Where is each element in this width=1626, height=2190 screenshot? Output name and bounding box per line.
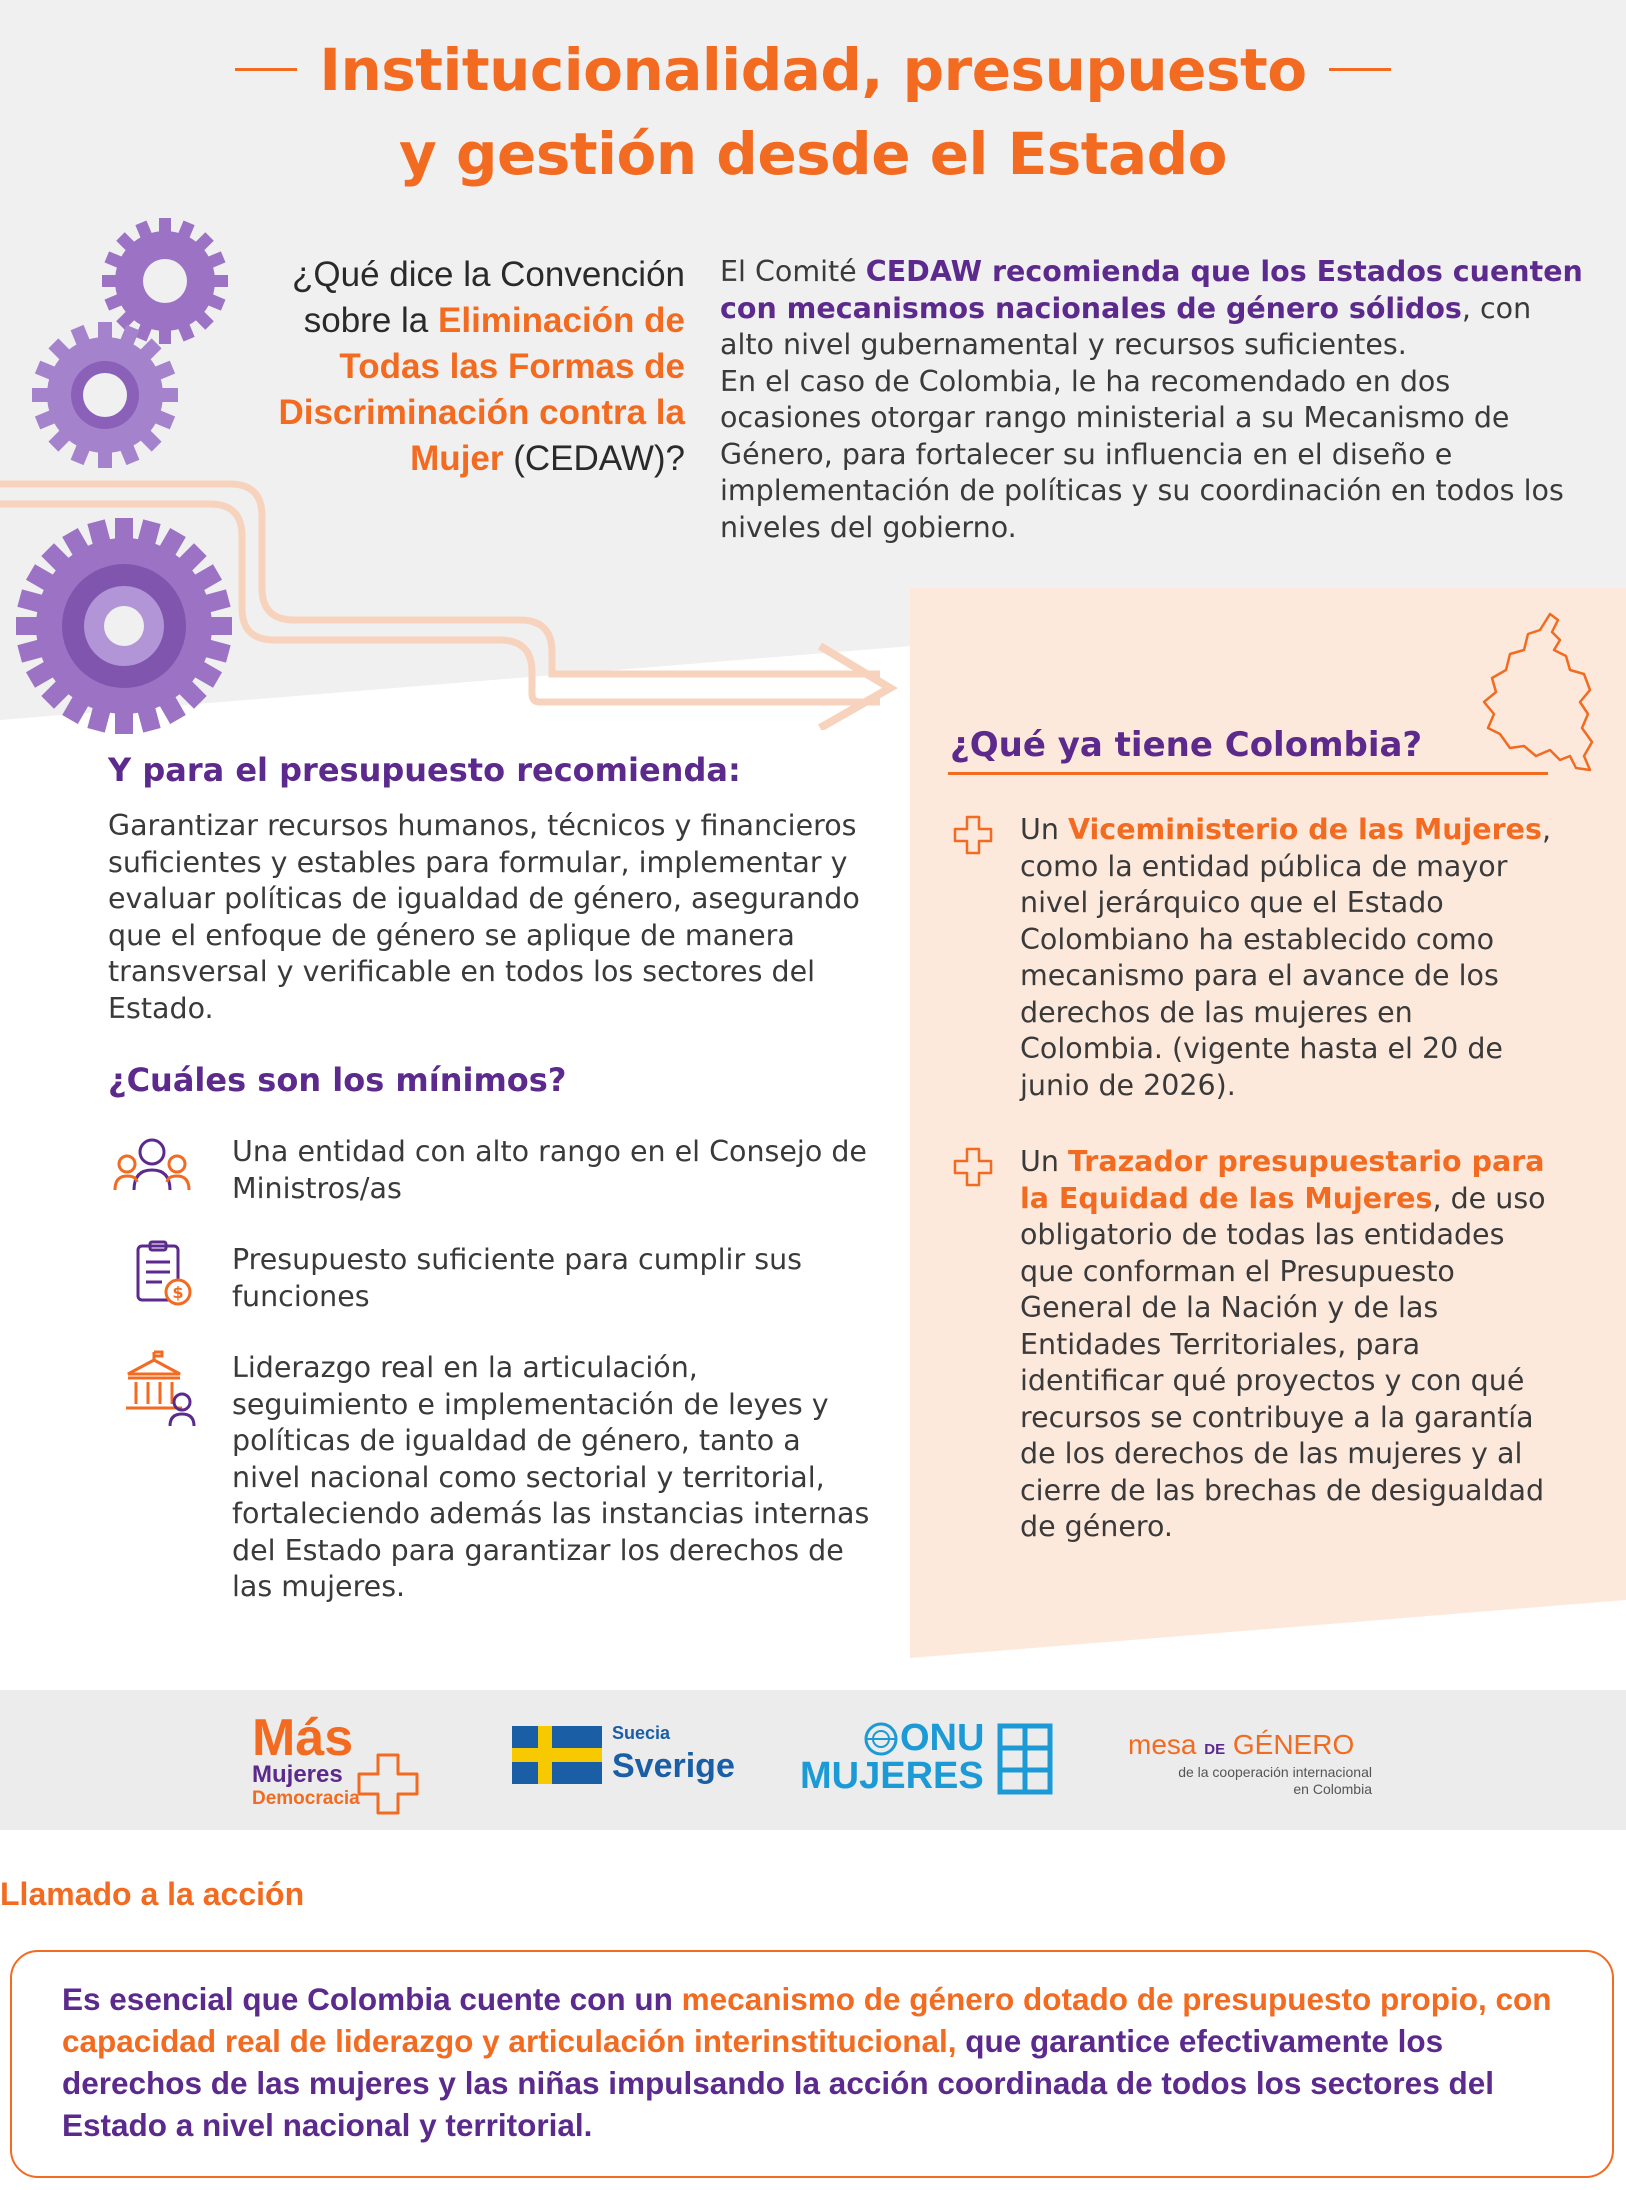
call-to-action-heading: Llamado a la acción [0,1876,305,1912]
title-dash [1329,68,1391,71]
plus-icon [952,1146,994,1188]
colombia-item: Un Viceministerio de las Mujeres, como la entidad pública de mayor nivel jerárquico que el Estado Colombiano ha establecido como mecanismo para el avance de los derechos de las mujeres en Colombia. (vigente hasta el 20 de junio de 2026). [1020,813,1551,1102]
colombia-item: Un Trazador presupuestario para la Equidad de las Mujeres, de uso obligatorio de todas las entidades que conforman el Presupuesto General de la Nación y de las Entidades Territoriales, para identificar qué proyectos y con qué recursos se contribuye a la garantía de los derechos de las mujeres y al cierre de las brechas de desigualdad de género. [1020,1145,1546,1543]
colombia-heading: ¿Qué ya tiene Colombia? [950,725,1423,765]
plus-icon [356,1752,420,1816]
un-emblem-icon [864,1722,898,1756]
cedaw-answer: El Comité CEDAW recomienda que los Estados cuenten con mecanismos nacionales de género sólidos, con alto nivel gubernamental y recursos suficientes. En el caso de Colombia, le ha recomendado en dos ocasiones otorgar rango ministerial a su Mecanismo de Género, para fortalecer su influencia en el diseño e implementación de políticas y su coordinación en todos los niveles del gobierno. [720,255,1583,544]
panel-bottom-diagonal [0,1600,1626,1690]
plus-icon [952,814,994,856]
budget-clipboard-icon [122,1236,202,1316]
budget-heading: Y para el presupuesto recomienda: [108,751,741,789]
people-icon [112,1130,192,1210]
government-building-icon [122,1350,202,1430]
gear-icon [30,320,180,470]
un-women-symbol-icon [996,1722,1054,1796]
sweden-flag-icon [512,1726,602,1784]
minimum-item: Presupuesto suficiente para cumplir sus funciones [232,1243,802,1313]
minimum-item: Liderazgo real en la articulación, seguimiento e implementación de leyes y políticas de igualdad de género, tanto a nivel nacional como sectorial y territorial, fortaleciendo además las instancias internas del Estado para garantizar los derechos de las mujeres. [232,1351,870,1603]
sweden-logo: Suecia Sverige [512,1722,732,1802]
cedaw-question: ¿Qué dice la Convención sobre la Eliminación de Todas las Formas de Discriminación contra la Mujer (CEDAW)? [278,255,685,478]
mesa-de-genero-logo: mesa DE GÉNERO de la cooperación internacional en Colombia [1128,1729,1372,1797]
mas-mujeres-logo: Más Mujeres Democracia [252,1712,452,1822]
title-line-2: y gestión desde el Estado [398,120,1228,188]
title-dash [235,68,297,71]
minimum-item: Una entidad con alto rango en el Consejo de Ministros/as [232,1135,867,1205]
page-title: Institucionalidad, presupuesto y gestión desde el Estado [0,28,1626,196]
colombia-map-icon [1480,610,1600,780]
gear-icon [14,516,234,736]
budget-text: Garantizar recursos humanos, técnicos y financieros suficientes y estables para formular, implementar y evaluar políticas de igualdad de género, asegurando que el enfoque de género se aplique de manera transversal y verificable en todos los sectores del Estado. [108,809,860,1025]
svg-text:$: $ [172,1283,184,1302]
call-to-action-text: Es esencial que Colombia cuente con un mecanismo de género dotado de presupuesto propio, con capacidad real de liderazgo y articulación interinstitucional, que garantice efectivamente los derechos de las mujeres y las niñas impulsando la acción coordinada de todos los sectores del Estado a nivel nacional y territorial. [62,1981,1552,2143]
colombia-heading-underline [948,772,1548,775]
onu-mujeres-logo: ONU MUJERES [800,1718,1060,1798]
minimums-heading: ¿Cuáles son los mínimos? [108,1061,567,1099]
